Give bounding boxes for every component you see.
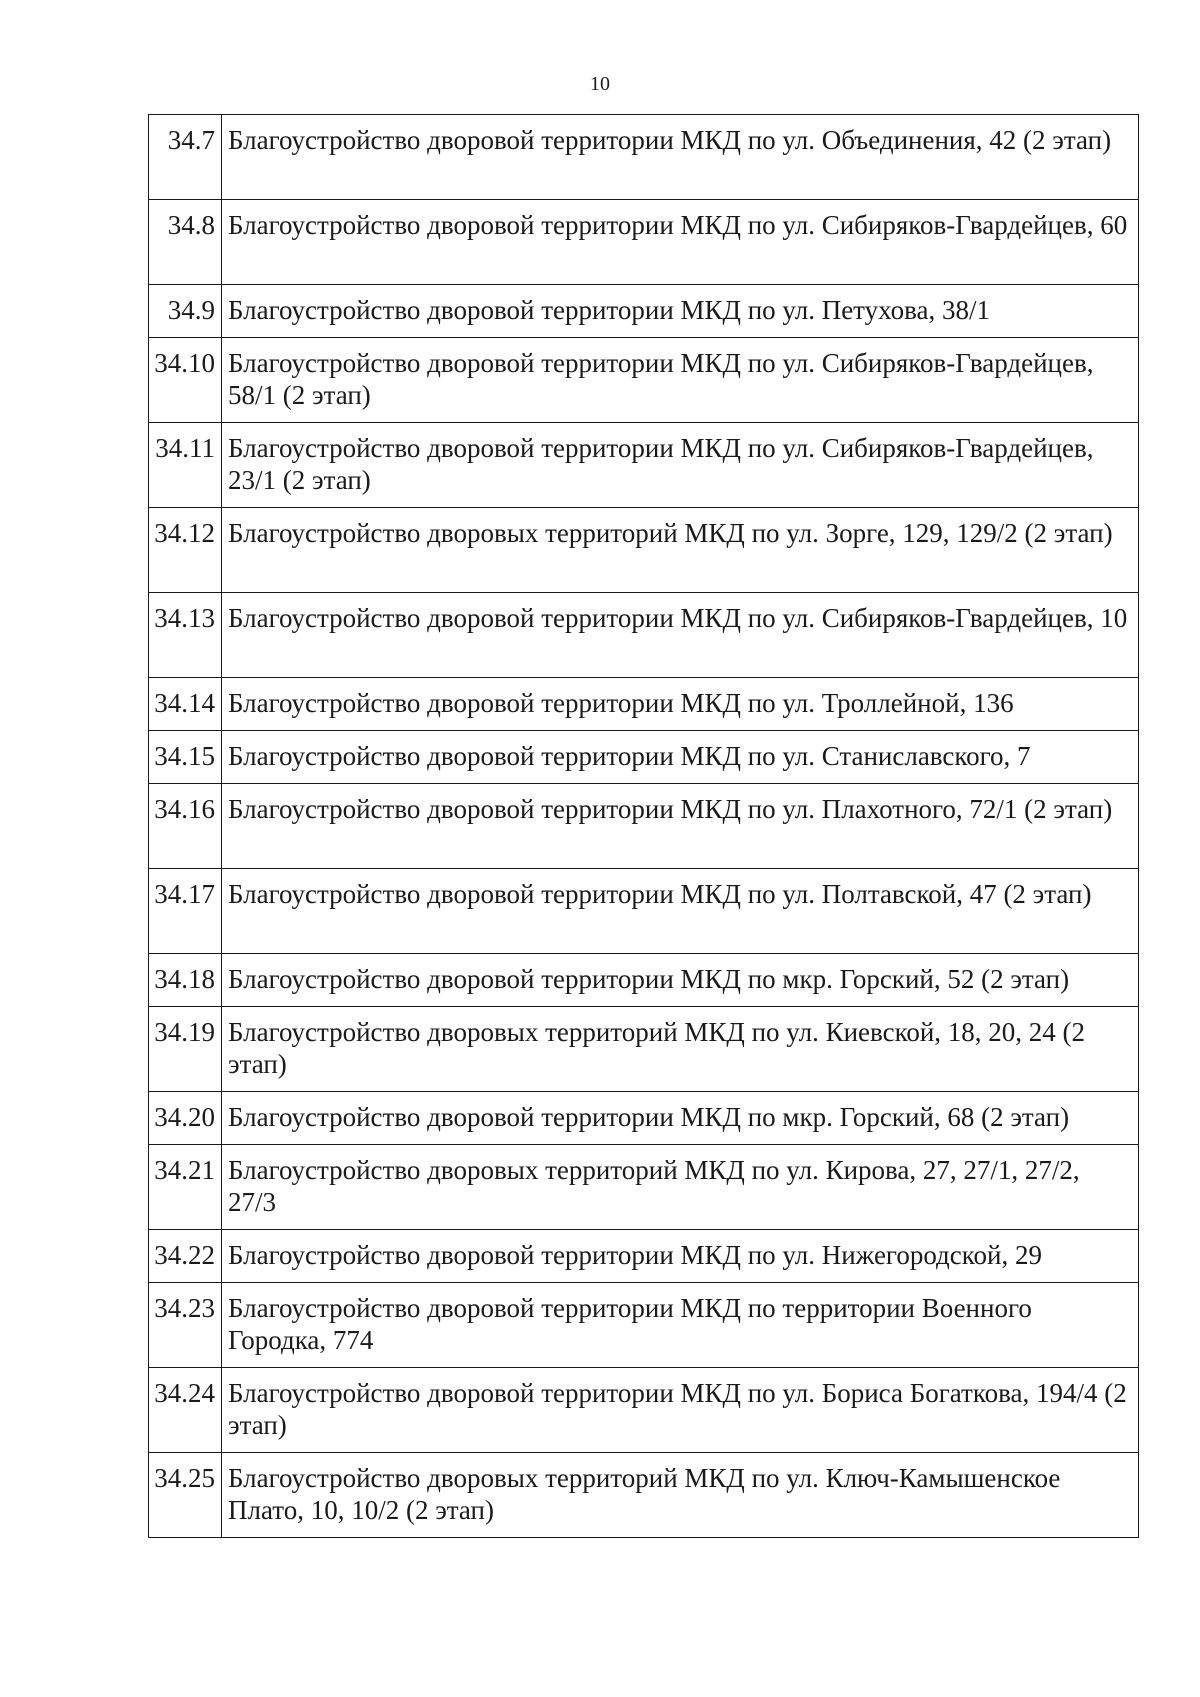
- item-number: 34.18: [149, 954, 222, 1007]
- item-description: Благоустройство дворовой территории МКД по ул. Сибиряков-Гвардейцев, 58/1 (2 этап): [222, 338, 1139, 423]
- item-number: 34.11: [149, 423, 222, 508]
- item-description: Благоустройство дворовых территорий МКД по ул. Кирова, 27, 27/1, 27/2, 27/3: [222, 1145, 1139, 1230]
- item-number: 34.24: [149, 1368, 222, 1453]
- table-row: [149, 784, 1139, 869]
- items-table-body: [149, 115, 1139, 1538]
- table-row: [149, 285, 1139, 338]
- item-number: 34.20: [149, 1092, 222, 1145]
- table-row: [149, 1453, 1139, 1538]
- item-number: 34.17: [149, 869, 222, 954]
- table-row: [149, 338, 1139, 423]
- table-row: [149, 869, 1139, 954]
- item-description: Благоустройство дворовой территории МКД по мкр. Горский, 52 (2 этап): [222, 954, 1139, 1007]
- item-description: Благоустройство дворовых территорий МКД по ул. Ключ-Камышенское Плато, 10, 10/2 (2 этап): [222, 1453, 1139, 1538]
- item-number: 34.10: [149, 338, 222, 423]
- table-row: [149, 593, 1139, 678]
- item-description: Благоустройство дворовой территории МКД по ул. Плахотного, 72/1 (2 этап): [222, 784, 1139, 869]
- page-number: 10: [590, 73, 610, 95]
- table-row: [149, 508, 1139, 593]
- item-description: Благоустройство дворовых территорий МКД по ул. Зорге, 129, 129/2 (2 этап): [222, 508, 1139, 593]
- items-table: [148, 114, 1139, 1538]
- item-description: Благоустройство дворовой территории МКД по ул. Петухова, 38/1: [222, 285, 1139, 338]
- item-number: 34.8: [149, 200, 222, 285]
- item-description: Благоустройство дворовой территории МКД по мкр. Горский, 68 (2 этап): [222, 1092, 1139, 1145]
- table-row: [149, 200, 1139, 285]
- table-row: [149, 1230, 1139, 1283]
- item-number: 34.19: [149, 1007, 222, 1092]
- table-row: [149, 1007, 1139, 1092]
- item-description: Благоустройство дворовой территории МКД по ул. Полтавской, 47 (2 этап): [222, 869, 1139, 954]
- item-description: Благоустройство дворовой территории МКД по ул. Нижегородской, 29: [222, 1230, 1139, 1283]
- item-description: Благоустройство дворовых территорий МКД по ул. Киевской, 18, 20, 24 (2 этап): [222, 1007, 1139, 1092]
- item-description: Благоустройство дворовой территории МКД по ул. Сибиряков-Гвардейцев, 23/1 (2 этап): [222, 423, 1139, 508]
- table-row: [149, 423, 1139, 508]
- table-row: [149, 1145, 1139, 1230]
- item-number: 34.22: [149, 1230, 222, 1283]
- item-description: Благоустройство дворовой территории МКД по ул. Бориса Богаткова, 194/4 (2 этап): [222, 1368, 1139, 1453]
- item-number: 34.13: [149, 593, 222, 678]
- item-description: Благоустройство дворовой территории МКД по ул. Объединения, 42 (2 этап): [222, 115, 1139, 200]
- table-row: [149, 1368, 1139, 1453]
- item-description: Благоустройство дворовой территории МКД по территории Военного Городка, 774: [222, 1283, 1139, 1368]
- item-number: 34.21: [149, 1145, 222, 1230]
- item-number: 34.25: [149, 1453, 222, 1538]
- item-number: 34.15: [149, 731, 222, 784]
- item-number: 34.23: [149, 1283, 222, 1368]
- table-row: [149, 1092, 1139, 1145]
- item-description: Благоустройство дворовой территории МКД по ул. Станиславского, 7: [222, 731, 1139, 784]
- table-row: [149, 115, 1139, 200]
- table-row: [149, 954, 1139, 1007]
- item-number: 34.14: [149, 678, 222, 731]
- item-description: Благоустройство дворовой территории МКД по ул. Троллейной, 136: [222, 678, 1139, 731]
- item-number: 34.16: [149, 784, 222, 869]
- item-number: 34.7: [149, 115, 222, 200]
- table-row: [149, 678, 1139, 731]
- item-description: Благоустройство дворовой территории МКД по ул. Сибиряков-Гвардейцев, 60: [222, 200, 1139, 285]
- item-description: Благоустройство дворовой территории МКД по ул. Сибиряков-Гвардейцев, 10: [222, 593, 1139, 678]
- table-row: [149, 1283, 1139, 1368]
- item-number: 34.9: [149, 285, 222, 338]
- item-number: 34.12: [149, 508, 222, 593]
- table-row: [149, 731, 1139, 784]
